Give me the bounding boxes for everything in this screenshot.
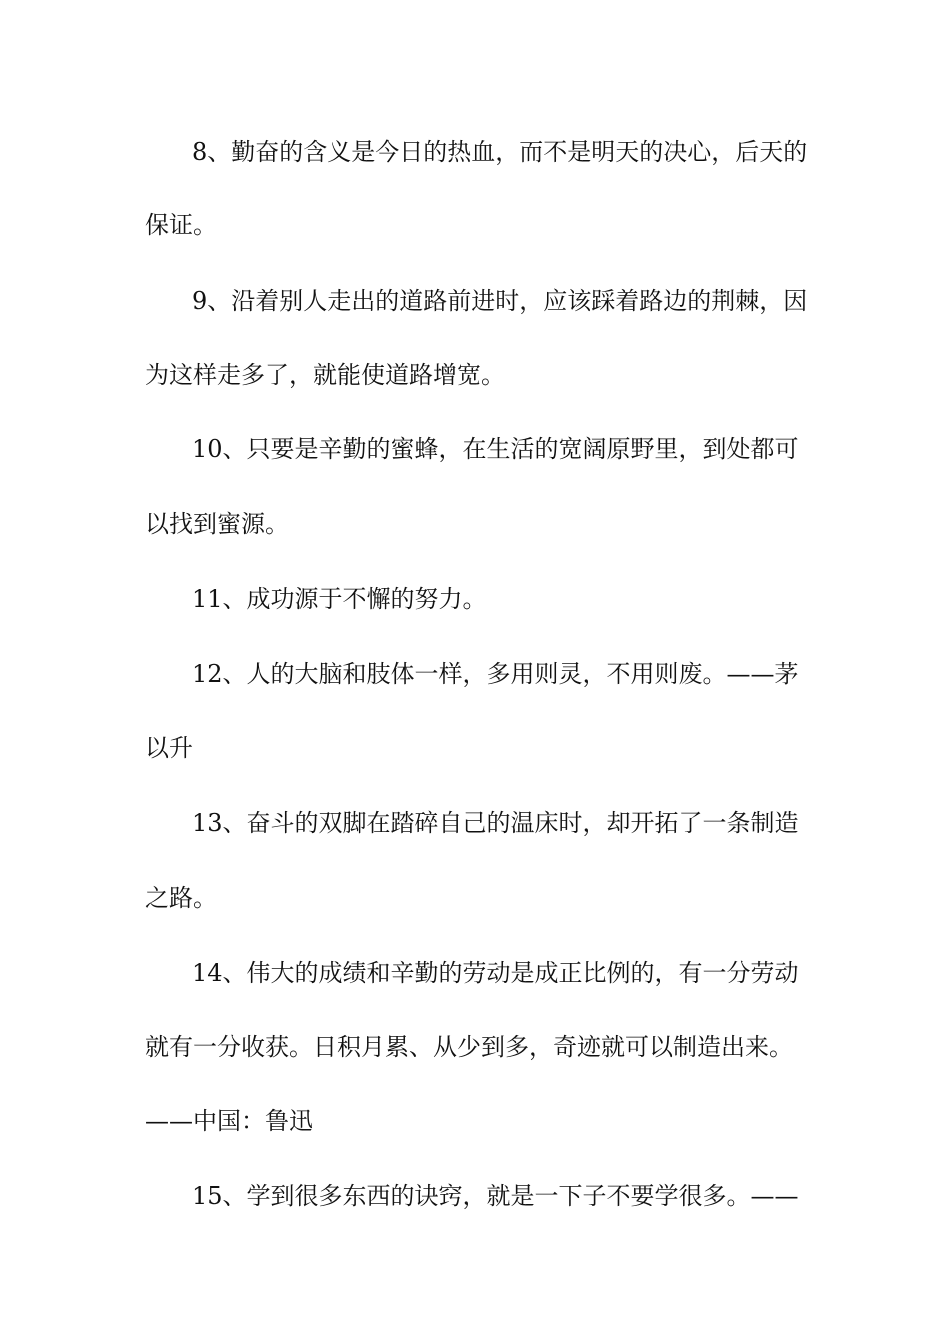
quote-13-line-1: 13、奋斗的双脚在踏碎自己的温床时，却开拓了一条制造 (192, 809, 799, 837)
quote-11-line-1: 11、成功源于不懈的努力。 (192, 585, 487, 613)
quote-8-line-2: 保证。 (145, 211, 217, 239)
quote-8-line-1: 8、勤奋的含义是今日的热血，而不是明天的决心，后天的 (192, 138, 808, 166)
quote-13-line-2: 之路。 (145, 884, 217, 912)
quote-10-line-2: 以找到蜜源。 (145, 510, 289, 538)
quote-14-line-3: ——中国：鲁迅 (145, 1107, 313, 1135)
quote-10-line-1: 10、只要是辛勤的蜜蜂，在生活的宽阔原野里，到处都可 (192, 435, 799, 463)
quote-15-line-1: 15、学到很多东西的诀窍，就是一下子不要学很多。—— (192, 1182, 799, 1210)
quote-9-line-2: 为这样走多了，就能使道路增宽。 (145, 361, 505, 389)
quote-12-line-2: 以升 (145, 734, 193, 762)
quote-12-line-1: 12、人的大脑和肢体一样，多用则灵，不用则废。——茅 (192, 660, 799, 688)
quote-9-line-1: 9、沿着别人走出的道路前进时，应该踩着路边的荆棘，因 (192, 287, 808, 315)
quote-14-line-2: 就有一分收获。日积月累、从少到多，奇迹就可以制造出来。 (145, 1033, 793, 1061)
quote-14-line-1: 14、伟大的成绩和辛勤的劳动是成正比例的，有一分劳动 (192, 959, 799, 987)
